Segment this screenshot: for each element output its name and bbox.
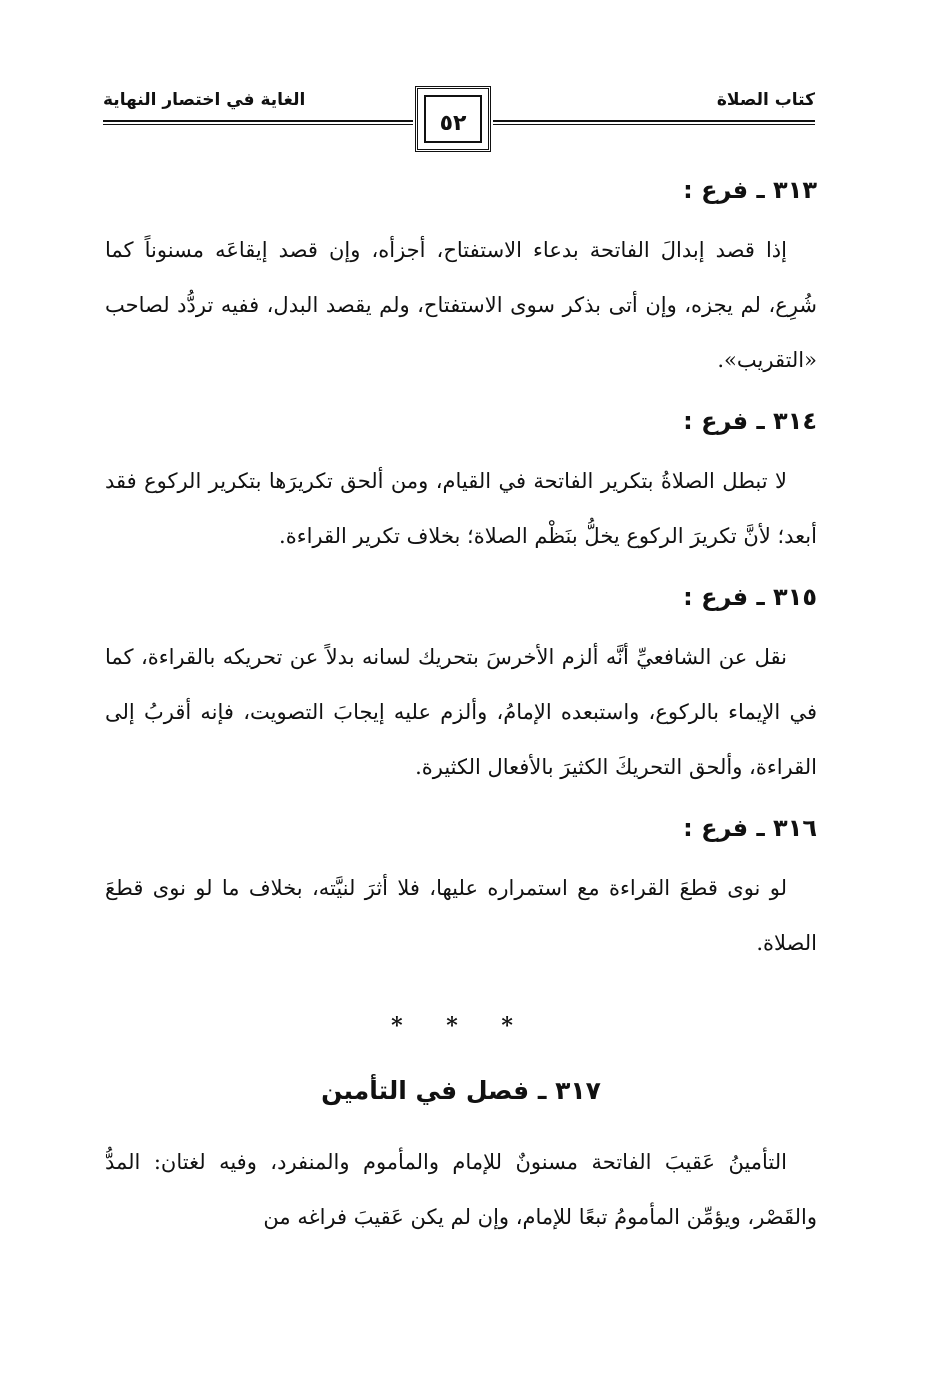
- running-header: [103, 86, 815, 156]
- chapter-text: التأمينُ عَقيبَ الفاتحة مسنونٌ للإمام والمأموم والمنفرد، وفيه لغتان: المدُّ والقَصْر، ويؤمِّن المأمومُ تبعًا للإمام، وإن لم يكن عَقيبَ فراغه من: [105, 1150, 817, 1229]
- section-text-313: إذا قصد إبدالَ الفاتحة بدعاء الاستفتاح، أجزأه، وإن قصد إيقاعَه مسنوناً كما شُرِع، لم يجزه، وإن أتى بذكر سوى الاستفتاح، ولم يقصد البدل، ففيه تردُّد لصاحب «التقريب».: [105, 238, 817, 372]
- section-heading-314: ٣١٤ ـ فرع :: [683, 407, 817, 435]
- page-content: [105, 165, 817, 1253]
- chapter-title: ٣١٧ ـ فصل في التأمين: [321, 1076, 601, 1105]
- book-header-title: الغاية في اختصار النهاية: [103, 90, 306, 110]
- page-number-frame: [415, 86, 491, 152]
- chapter-header-title: كتاب الصلاة: [716, 90, 815, 110]
- page-number: ٥٢: [439, 111, 467, 136]
- section-text-316: لو نوى قطعَ القراءة مع استمراره عليها، فلا أثرَ لنيَّته، بخلاف ما لو نوى قطعَ الصلاة.: [105, 876, 817, 955]
- header-rule-right: [493, 120, 815, 125]
- section-separator: * * *: [391, 1013, 531, 1039]
- header-rule-left: [103, 120, 413, 125]
- section-text-315: نقل عن الشافعيِّ أنَّه ألزم الأخرسَ بتحريك لسانه بدلاً عن تحريكه بالقراءة، كما في الإيماء بالركوع، واستبعده الإمامُ، وألزم عليه إيجابَ التصويت، فإنه أقربُ إلى القراءة، وألحق التحريكَ الكثيرَ بالأفعال الكثيرة.: [105, 645, 817, 779]
- section-heading-313: ٣١٣ ـ فرع :: [683, 176, 817, 204]
- section-text-314: لا تبطل الصلاةُ بتكرير الفاتحة في القيام، ومن ألحق تكريرَها بتكرير الركوع فقد أبعد؛ لأنَّ تكريرَ الركوع يخلُّ بنَظْم الصلاة؛ بخلاف تكرير القراءة.: [105, 469, 817, 548]
- section-heading-316: ٣١٦ ـ فرع :: [683, 814, 817, 842]
- section-heading-315: ٣١٥ ـ فرع :: [683, 583, 817, 611]
